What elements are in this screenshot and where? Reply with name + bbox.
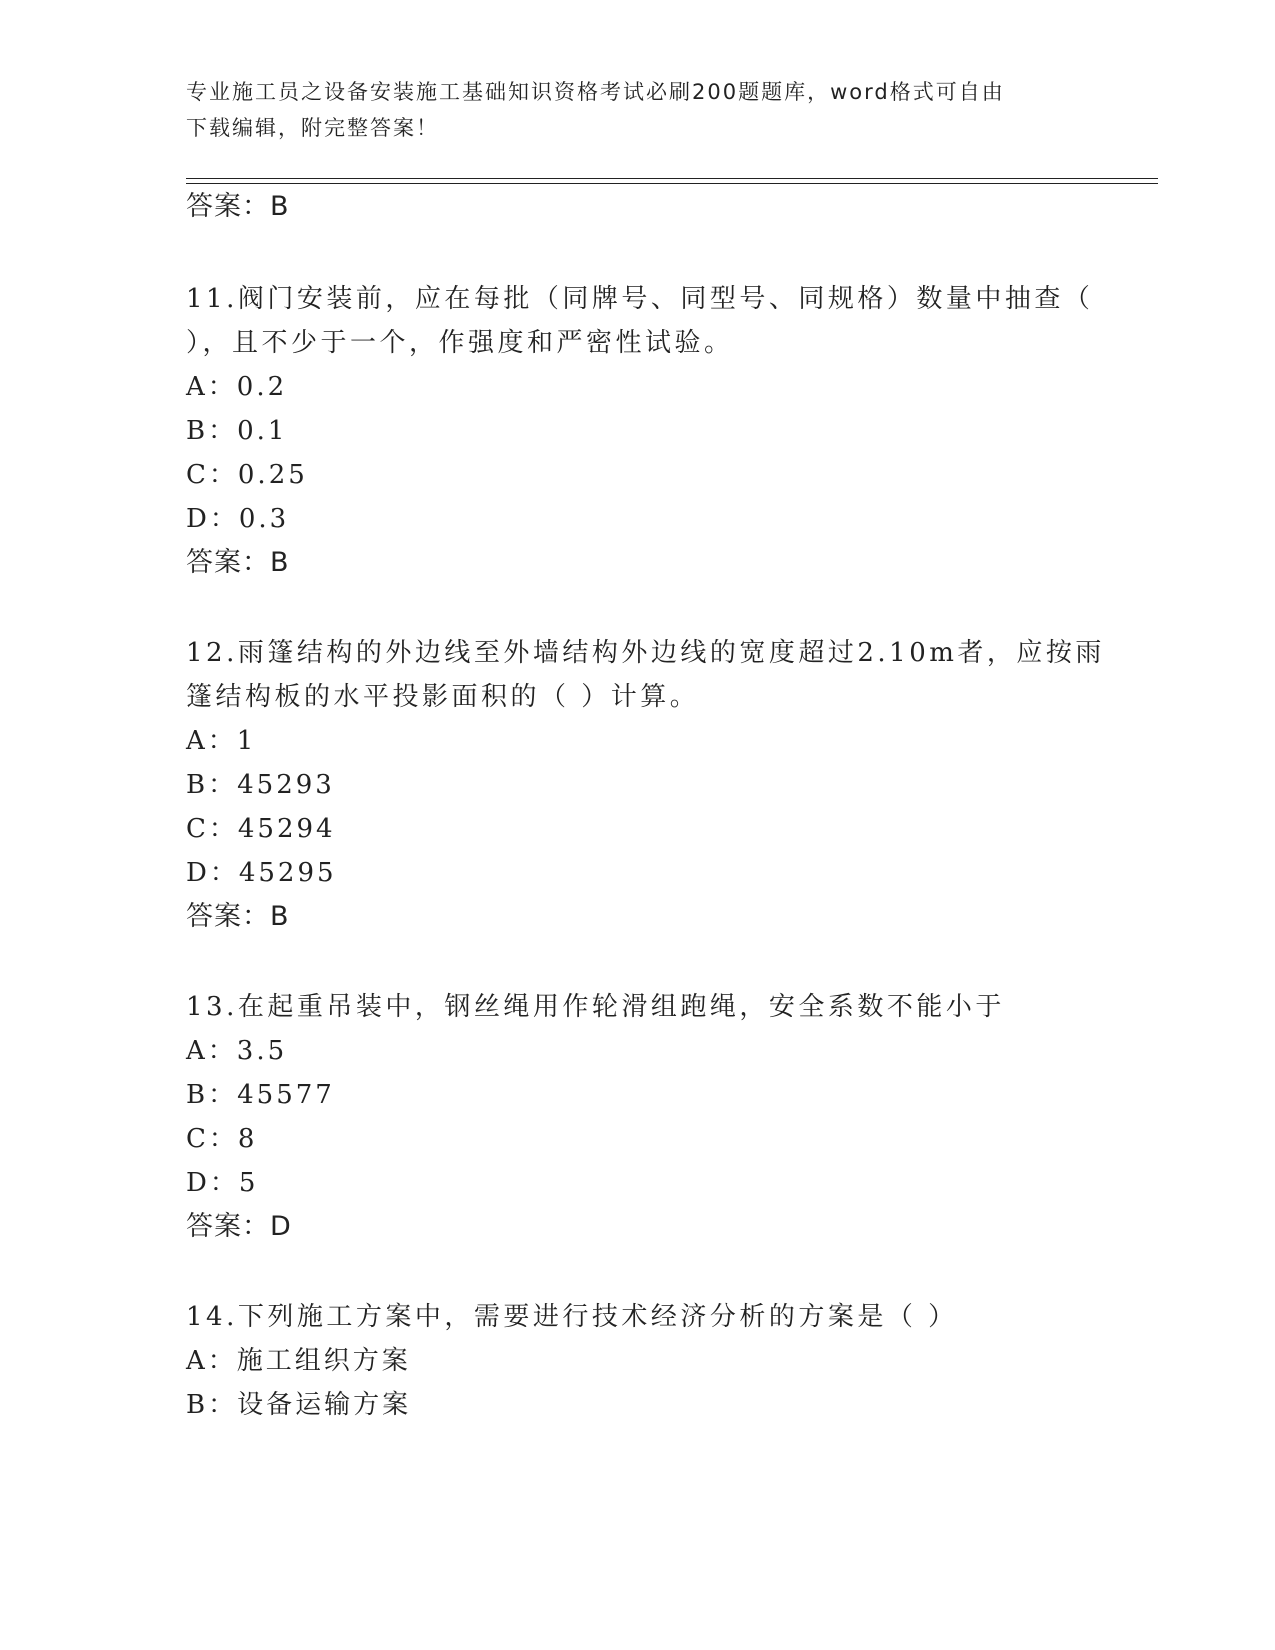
option-c: C：0.25 xyxy=(186,460,308,490)
question-text: 14.下列施工方案中，需要进行技术经济分析的方案是（ ） xyxy=(186,1302,958,1332)
answer-line: 答案：B xyxy=(186,901,290,932)
option-a: A：施工组织方案 xyxy=(186,1346,411,1376)
option-d: D：5 xyxy=(186,1168,259,1198)
question-text: 12.雨篷结构的外边线至外墙结构外边线的宽度超过2.10m者，应按雨 xyxy=(186,638,1105,668)
option-d: D：0.3 xyxy=(186,504,290,534)
answer-line: 答案：B xyxy=(186,191,290,222)
question-text: 13.在起重吊装中，钢丝绳用作轮滑组跑绳，安全系数不能小于 xyxy=(186,992,1005,1022)
header-divider-bottom xyxy=(186,183,1158,184)
option-a: A：3.5 xyxy=(186,1036,288,1066)
option-d: D：45295 xyxy=(186,858,337,888)
answer-line: 答案：B xyxy=(186,547,290,578)
option-b: B：45293 xyxy=(186,770,335,800)
answer-line: 答案：D xyxy=(186,1211,292,1242)
question-text: 篷结构板的水平投影面积的（ ）计算。 xyxy=(186,682,700,712)
header-line-2: 下载编辑，附完整答案！ xyxy=(186,116,439,140)
option-b: B：0.1 xyxy=(186,416,288,446)
header-line-1: 专业施工员之设备安装施工基础知识资格考试必刷200题题库，word格式可自由 xyxy=(186,80,1005,104)
option-b: B：45577 xyxy=(186,1080,335,1110)
option-b: B：设备运输方案 xyxy=(186,1390,412,1420)
option-c: C：8 xyxy=(186,1124,258,1154)
option-c: C：45294 xyxy=(186,814,336,844)
header-divider-top xyxy=(186,178,1158,179)
option-a: A：1 xyxy=(186,726,257,756)
option-a: A：0.2 xyxy=(186,372,288,402)
question-text: ），且不少于一个，作强度和严密性试验。 xyxy=(186,328,734,358)
question-text: 11.阀门安装前，应在每批（同牌号、同型号、同规格）数量中抽查（ xyxy=(186,284,1094,314)
document-header xyxy=(186,74,1086,146)
